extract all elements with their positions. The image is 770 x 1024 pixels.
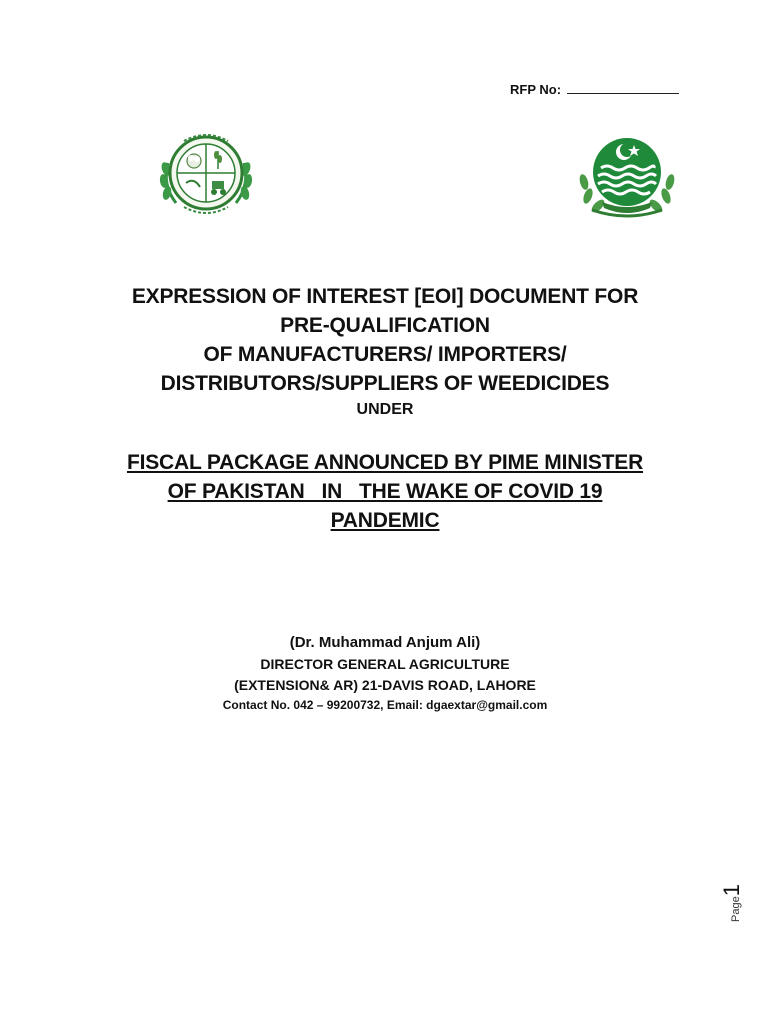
document-title-line-4: DISTRIBUTORS/SUPPLIERS OF WEEDICIDES [160, 372, 610, 395]
page-number: 1 [719, 884, 744, 897]
rfp-blank-line [567, 83, 679, 94]
page-number-footer [712, 880, 742, 930]
signatory-contact: Contact No. 042 – 99200732, Email: dgaextar@gmail.com [222, 698, 548, 712]
signatory-name: (Dr. Muhammad Anjum Ali) [289, 634, 481, 651]
page-label: Page [730, 896, 742, 922]
rfp-label: RFP No: [510, 82, 562, 97]
government-of-punjab-emblem-icon [574, 130, 680, 224]
signatory-designation: DIRECTOR GENERAL AGRICULTURE [260, 656, 510, 672]
rfp-number-field [510, 82, 690, 97]
agriculture-department-seal-icon [154, 125, 258, 225]
document-title-line-2: PRE-QUALIFICATION [280, 314, 490, 337]
document-title-line-3: OF MANUFACTURERS/ IMPORTERS/ [203, 343, 567, 366]
document-title-line-1: EXPRESSION OF INTEREST [EOI] DOCUMENT FOR [131, 285, 639, 308]
subtitle-line-3: PANDEMIC [330, 509, 440, 532]
subtitle-line-1: FISCAL PACKAGE ANNOUNCED BY PIME MINISTER [126, 451, 644, 474]
document-title-under: UNDER [356, 401, 414, 418]
signatory-address: (EXTENSION& AR) 21-DAVIS ROAD, LAHORE [234, 677, 536, 693]
subtitle-line-2: OF PAKISTAN IN THE WAKE OF COVID 19 [167, 480, 603, 503]
